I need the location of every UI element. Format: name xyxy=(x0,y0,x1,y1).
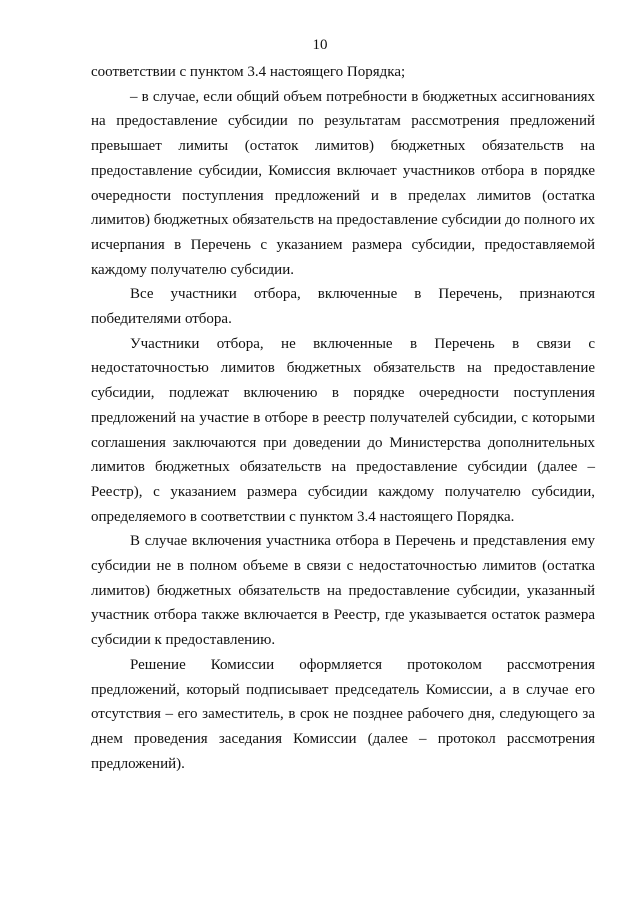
document-body xyxy=(91,60,595,776)
page-number: 10 xyxy=(312,37,328,53)
paragraph-commission-decision: Решение Комиссии оформляется протоколом рассмотрения предложений, который подписывает председатель Комиссии, а в случае его отсутствия – его заместитель, в срок не позднее рабочего дня, следующего за днем проведения заседания Комиссии (далее – протокол рассмотрения предложений). xyxy=(91,656,595,772)
paragraph-continuation: соответствии с пунктом 3.4 настоящего Порядка; xyxy=(91,64,406,80)
paragraph-limits-exceeded: – в случае, если общий объем потребности в бюджетных ассигнованиях на предоставление субсидии по результатам рассмотрения предложений превышает лимиты (остаток лимитов) бюджетных обязательств на предоставление субсидии, Комиссия включает участников отбора в порядке очередности поступления предложений и в пределах лимитов (остатка лимитов) бюджетных обязательств на предоставление субсидии до полного их исчерпания в Перечень с указанием размера субсидии, предоставляемой каждому получателю субсидии. xyxy=(91,88,595,278)
paragraph-partial-subsidy: В случае включения участника отбора в Перечень и представления ему субсидии не в полном объеме в связи с недостаточностью лимитов (остатка лимитов) бюджетных обязательств на предоставление субсидии, указанный участник отбора также включается в Реестр, где указывается остаток размера субсидии к предоставлению. xyxy=(91,533,595,649)
paragraph-winners: Все участники отбора, включенные в Перечень, признаются победителями отбора. xyxy=(91,286,595,328)
paragraph-registry: Участники отбора, не включенные в Перечень в связи с недостаточностью лимитов бюджетных обязательств на предоставление субсидии, подлежат включению в порядке очередности поступления предложений на участие в отборе в реестр получателей субсидии, с которыми соглашения заключаются при доведении до Министерства дополнительных лимитов бюджетных обязательств на предоставление субсидии (далее – Реестр), с указанием размера субсидии каждому получателю субсидии, определяемого в соответствии с пунктом 3.4 настоящего Порядка. xyxy=(91,335,595,525)
